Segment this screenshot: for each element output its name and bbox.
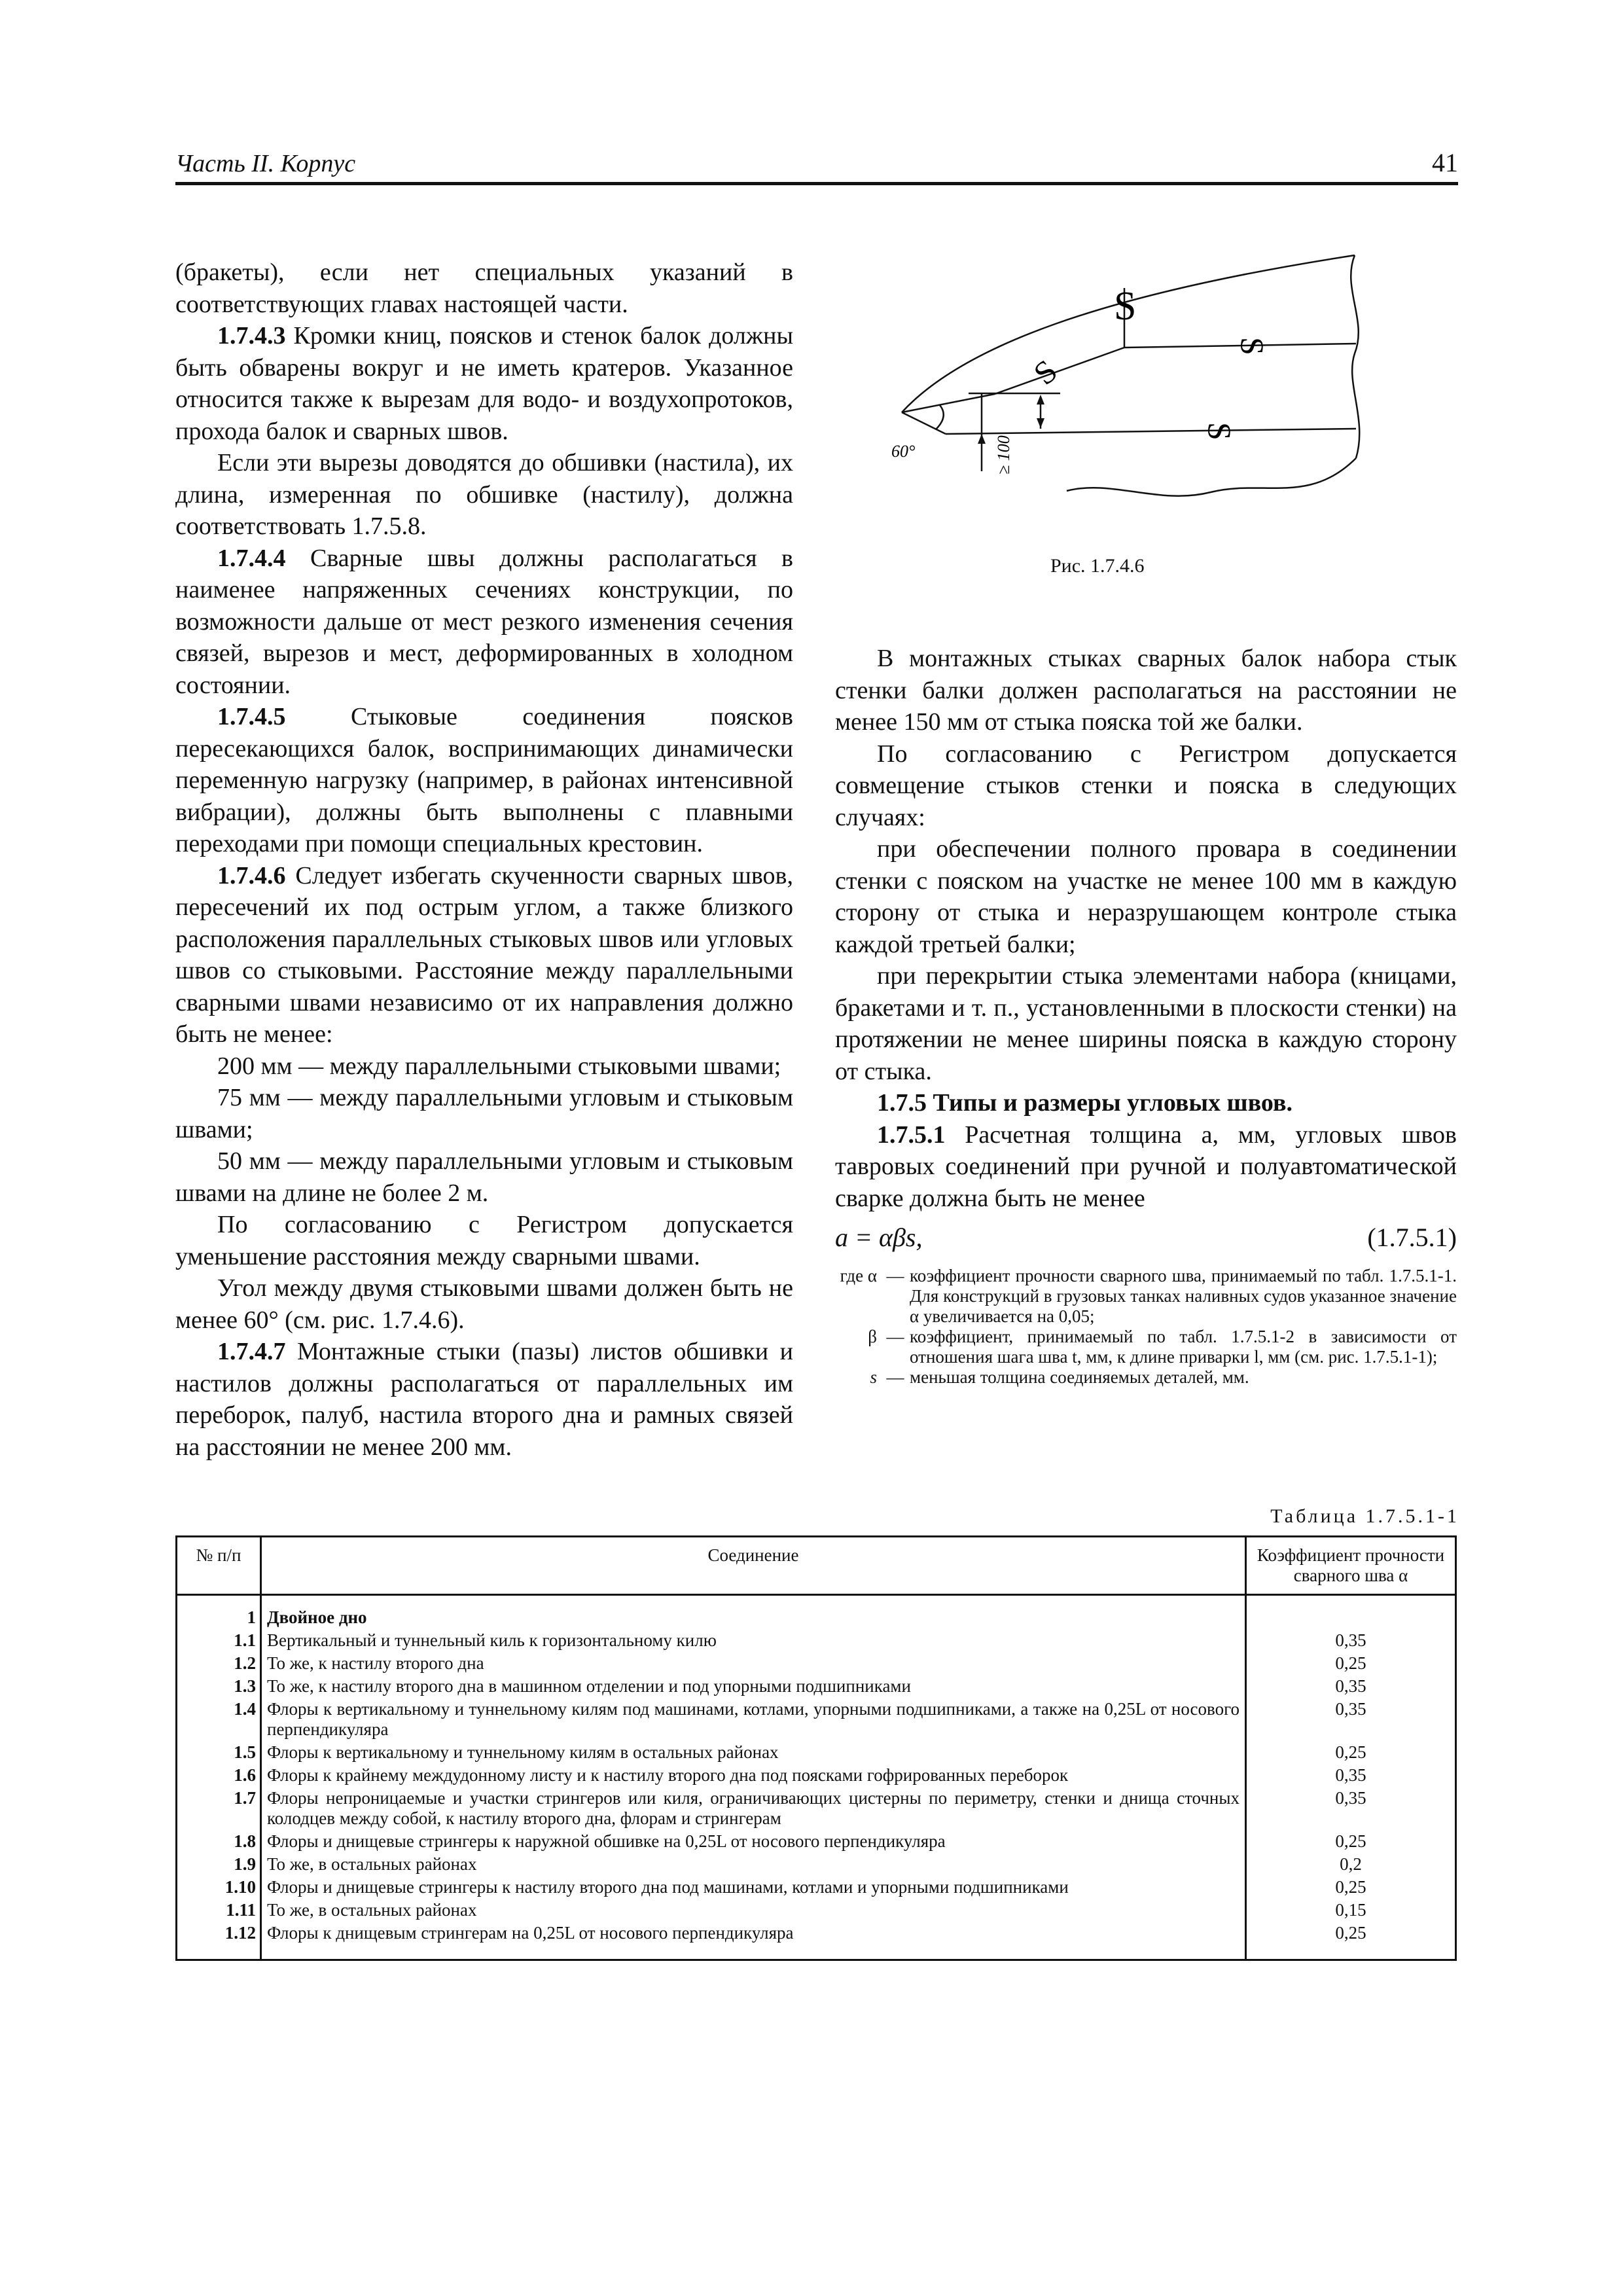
paragraph: 1.7.4.6 Следует избегать скученности сварных швов, пересечений их под острым углом, а также близкого расположения параллельных стыковых швов или угловых швов со стыковыми. Расстояние между параллельными сварными швами независимо от их направления должно быть не менее: [175,861,793,1048]
figure-caption: Рис. 1.7.4.6 [1050,555,1145,577]
legend-text: меньшая толщина соединяемых деталей, мм. [910,1367,1249,1387]
table-row [177,1830,1456,1853]
formula [835,1222,1457,1254]
row-number: 1.12 [177,1922,261,1960]
paragraph: при обеспечении полного провара в соединении стенки с пояском на участке не менее 100 мм в каждую сторону от стыка и неразрушающем контроле стыка каждой третьей балки; [835,835,1457,958]
clause-number: 1.7.4.5 [217,703,286,730]
row-coefficient: 0,25 [1246,1876,1456,1899]
formula-number: (1.7.5.1) [1367,1223,1457,1252]
dim-arrow-up [1037,395,1044,404]
paragraph: Если эти вырезы доводятся до обшивки (настила), их длина, измеренная по обшивке (настилу), должна соответствовать 1.7.5.8. [175,449,793,540]
row-number: 1.4 [177,1698,261,1741]
table-row [177,1853,1456,1876]
row-description: Вертикальный и туннельный киль к горизонтальному килю [261,1629,1246,1652]
row-number: 1 [177,1595,261,1630]
row-number: 1.8 [177,1830,261,1853]
weld-symbol: S [1234,337,1271,355]
row-description: Двойное дно [261,1595,1246,1630]
paragraph: 200 мм — между параллельными стыковыми швами; [217,1052,781,1080]
table-row [177,1876,1456,1899]
table-row [177,1652,1456,1675]
row-description: То же, к настилу второго дна в машинном отделении и под упорными подшипниками [261,1675,1246,1698]
row-coefficient: 0,35 [1246,1675,1456,1698]
header-connection: Соединение [261,1537,1246,1595]
row-description: Флоры к вертикальному и туннельному килям под машинами, котлами, упорными подшипниками, а также на 0,25L от носового перпендикуляра [261,1698,1246,1741]
angle-arc [936,405,944,429]
clause-number: 1.7.4.6 [217,861,286,889]
row-description: Флоры к днищевым стрингерам на 0,25L от носового перпендикуляра [261,1922,1246,1960]
paragraph: (бракеты), если нет специальных указаний в соответствующих главах настоящей части. [175,259,793,318]
row-coefficient [1246,1595,1456,1630]
row-coefficient: 0,35 [1246,1787,1456,1830]
weld-symbol: S [1202,422,1238,440]
paragraph: Угол между двумя стыковыми швами должен быть не менее 60° (см. рис. 1.7.4.6). [175,1274,793,1334]
paragraph: 75 мм — между параллельными угловым и стыковым швами; [175,1084,793,1143]
clause-number: 1.7.4.7 [217,1338,286,1365]
row-description: То же, к настилу второго дна [261,1652,1246,1675]
row-description: Флоры к крайнему междудонному листу и к настилу второго дна под поясками гофрированных переборок [261,1764,1246,1787]
section-title: 1.7.5 Типы и размеры угловых швов. [877,1089,1293,1117]
formula-legend [835,1266,1457,1388]
coefficient-table [175,1535,1457,1961]
row-coefficient: 0,35 [1246,1698,1456,1741]
table-row [177,1629,1456,1652]
angle-line-upper [902,394,995,412]
row-number: 1.3 [177,1675,261,1698]
row-coefficient: 0,25 [1246,1922,1456,1960]
row-number: 1.10 [177,1876,261,1899]
row-description: Флоры к вертикальному и туннельному килям в остальных районах [261,1741,1246,1764]
row-coefficient: 0,35 [1246,1629,1456,1652]
legend-text: коэффициент прочности сварного шва, принимаемый по табл. 1.7.5.1-1. Для конструкций в грузовых танках наливных судов указанное значение α увеличивается на 0,05; [910,1265,1457,1326]
row-number: 1.7 [177,1787,261,1830]
row-number: 1.5 [177,1741,261,1764]
angle-line-lower [902,412,946,434]
row-description: То же, в остальных районах [261,1853,1246,1876]
row-coefficient: 0,25 [1246,1830,1456,1853]
legend-symbol: α [867,1265,877,1285]
row-coefficient: 0,2 [1246,1853,1456,1876]
lower-weld [946,429,1356,434]
dim-arrow-leader [978,434,986,444]
table-header-row [177,1537,1456,1595]
legend-symbol: β [868,1326,877,1346]
table-row [177,1764,1456,1787]
page-header [175,143,1458,185]
paragraph: 1.7.5.1 Расчетная толщина a, мм, угловых швов тавровых соединений при ручной и полуавтоматической сварке должна быть не менее [835,1121,1457,1212]
table-row [177,1922,1456,1960]
header-coefficient: Коэффициент прочности сварного шва α [1246,1537,1456,1595]
row-number: 1.6 [177,1764,261,1787]
row-coefficient: 0,25 [1246,1652,1456,1675]
row-coefficient: 0,35 [1246,1764,1456,1787]
row-number: 1.2 [177,1652,261,1675]
diagonal-weld [995,348,1124,394]
clause-number: 1.7.5.1 [877,1121,946,1149]
row-description: Флоры и днищевые стрингеры к наружной обшивке на 0,25L от носового перпендикуляра [261,1830,1246,1853]
table-row [177,1595,1456,1630]
page-number: 41 [1432,148,1458,177]
break-line-bottom [1067,458,1356,496]
row-description: Флоры и днищевые стрингеры к настилу второго дна под машинами, котлами и упорными подшипниками [261,1876,1246,1899]
table-row [177,1698,1456,1741]
legend-text: коэффициент, принимаемый по табл. 1.7.5.1-2 в зависимости от отношения шага шва t, мм, к длине приварки l, мм (см. рис. 1.7.5.1-1); [910,1326,1457,1367]
angle-label: 60° [891,442,916,461]
paragraph: В монтажных стыках сварных балок набора стык стенки балки должен располагаться на расстоянии не менее 150 мм от стыка пояска той же балки. [835,645,1457,736]
where-word: где [840,1265,864,1285]
paragraph: 1.7.4.4 Сварные швы должны располагаться в наименее напряженных сечениях конструкции, по возможности дальше от мест резкого изменения сечения связей, вырезов и мест, деформированных в холодном состоянии. [175,544,793,699]
legend-row: β — коэффициент, принимаемый по табл. 1.7.5.1-2 в зависимости от отношения шага шва t, мм, к длине приварки l, мм (см. рис. 1.7.5.1-1); [835,1327,1457,1367]
clause-number: 1.7.4.3 [217,322,286,350]
table-row [177,1741,1456,1764]
row-number: 1.1 [177,1629,261,1652]
row-coefficient: 0,15 [1246,1899,1456,1922]
row-number: 1.9 [177,1853,261,1876]
weld-figure [883,249,1420,530]
dimension-label: ≥ 100 [994,435,1013,475]
part-title: Часть II. Корпус [175,150,356,177]
dim-arrow-down [1037,418,1044,428]
right-column [835,643,1457,1388]
break-line-right [1351,255,1359,458]
table-row [177,1899,1456,1922]
weld-symbol: S [1114,284,1137,329]
paragraph: 1.7.4.3 Кромки книц, поясков и стенок балок должны быть обварены вокруг и не иметь кратеров. Указанное относится также к вырезам для водо- и воздухопротоков, прохода балок и сварных швов. [175,322,793,445]
row-number: 1.11 [177,1899,261,1922]
clause-number: 1.7.4.4 [217,544,286,572]
legend-symbol: s [870,1367,877,1387]
table-caption: Таблица 1.7.5.1-1 [1270,1505,1459,1527]
table-row [177,1675,1456,1698]
legend-row: где α — коэффициент прочности сварного шва, принимаемый по табл. 1.7.5.1-1. Для конструкций в грузовых танках наливных судов указанное значение α увеличивается на 0,05; [840,1265,1457,1326]
row-description: То же, в остальных районах [261,1899,1246,1922]
table-row [177,1787,1456,1830]
header-num: № п/п [177,1537,261,1595]
paragraph: 50 мм — между параллельными угловым и стыковым швами на длине не более 2 м. [175,1147,793,1207]
hull-curve [902,255,1355,412]
left-column [175,257,793,1463]
paragraph: По согласованию с Регистром допускается совмещение стыков стенки и пояска в следующих случаях: [835,740,1457,831]
row-coefficient: 0,25 [1246,1741,1456,1764]
legend-row: s — меньшая толщина соединяемых деталей, мм. [835,1367,1457,1388]
formula-expression: a = αβs, [835,1223,923,1252]
paragraph: 1.7.4.7 Монтажные стыки (пазы) листов обшивки и настилов должны располагаться от параллельных им переборок, палуб, настила второго дна и рамных связей на расстоянии не менее 200 мм. [175,1338,793,1461]
paragraph: 1.7.4.5 Стыковые соединения поясков пересекающихся балок, воспринимающих динамически переменную нагрузку (например, в районах интенсивной вибрации), должны быть выполнены с плавными переходами при помощи специальных крестовин. [175,703,793,857]
weld-symbol: S [1026,352,1064,392]
paragraph: По согласованию с Регистром допускается уменьшение расстояния между сварными швами. [175,1211,793,1270]
paragraph: при перекрытии стыка элементами набора (кницами, бракетами и т. п., установленными в плоскости стенки) на протяжении не менее ширины пояска в каждую сторону от стыка. [835,962,1457,1085]
row-description: Флоры непроницаемые и участки стрингеров или киля, ограничивающих цистерны по периметру, стенки и днища сточных колодцев между собой, к настилу второго дна, флорам и стрингерам [261,1787,1246,1830]
